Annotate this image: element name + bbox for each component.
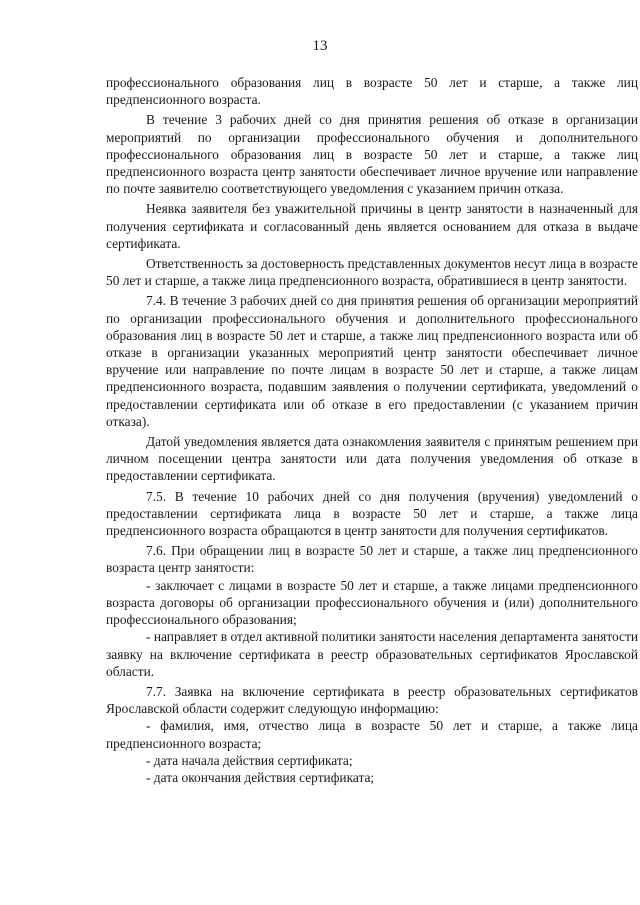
list-item-application: - направляет в отдел активной политики занятости населения департамента занятости заявку на включение сертификата в реестр образовательных сертификатов Ярославской области. [106,629,638,679]
list-item-full-name: - фамилия, имя, отчество лица в возрасте 50 лет и старше, а также лица предпенсионного возраста; [106,718,638,751]
paragraph-7-4: 7.4. В течение 3 рабочих дней со дня принятия решения об организации мероприятий по организации профессионального обучения и дополнительного профессионального образования лиц в возрасте 50 лет и старше, а также лиц предпенсионного возраста или об отказе в организации указанных мероприятий центр занятости обеспечивает личное вручение или направление по почте лицам в возрасте 50 лет и старше, а также лицам предпенсионного возраста, подавшим заявления о получении сертификата, уведомлений о предоставлении сертификата или об отказе в его предоставлении (с указанием причин отказа). [106,293,638,429]
list-item-contracts: - заключает с лицами в возрасте 50 лет и старше, а также лицами предпенсионного возраста договоры об организации профессионального обучения и (или) дополнительного профессионального образования; [106,577,638,628]
paragraph-notification-date: Датой уведомления является дата ознакомления заявителя с принятым решением при личном посещении центра занятости или дата получения уведомления об отказе в предоставлении сертификата. [106,434,638,484]
paragraph-non-appearance: Неявка заявителя без уважительной причины в центр занятости в назначенный для получения сертификата и согласованный день является основанием для отказа в выдаче сертификата. [106,201,638,251]
page-number: 13 [312,38,328,54]
paragraph-refusal-notice: В течение 3 рабочих дней со дня принятия решения об отказе в организации мероприятий по организации профессионального обучения и дополнительного профессионального образования лиц в возрасте 50 лет и старше, а также лиц предпенсионного возраста центр занятости обеспечивает личное вручение или направление по почте заявителю соответствующего уведомления с указанием причин отказа. [106,112,638,197]
paragraph-responsibility: Ответственность за достоверность представленных документов несут лица в возрасте 50 лет и старше, а также лица предпенсионного возраста, обратившиеся в центр занятости. [106,256,638,289]
paragraph-7-5: 7.5. В течение 10 рабочих дней со дня получения (вручения) уведомлений о предоставлении сертификата лица в возрасте 50 лет и старше, а также лица предпенсионного возраста обращаются в центр занятости для получения сертификатов. [106,488,638,539]
list-item-end-date: - дата окончания действия сертификата; [146,769,375,785]
list-item-start-date: - дата начала действия сертификата; [146,752,353,768]
document-body [106,74,638,786]
paragraph-7-6: 7.6. При обращении лиц в возрасте 50 лет и старше, а также лиц предпенсионного возраста центр занятости: [106,543,638,576]
paragraph-7-7: 7.7. Заявка на включение сертификата в реестр образовательных сертификатов Ярославской области содержит следующую информацию: [106,683,638,717]
paragraph-continuation: профессионального образования лиц в возрасте 50 лет и старше, а также лиц предпенсионного возраста. [106,75,638,108]
